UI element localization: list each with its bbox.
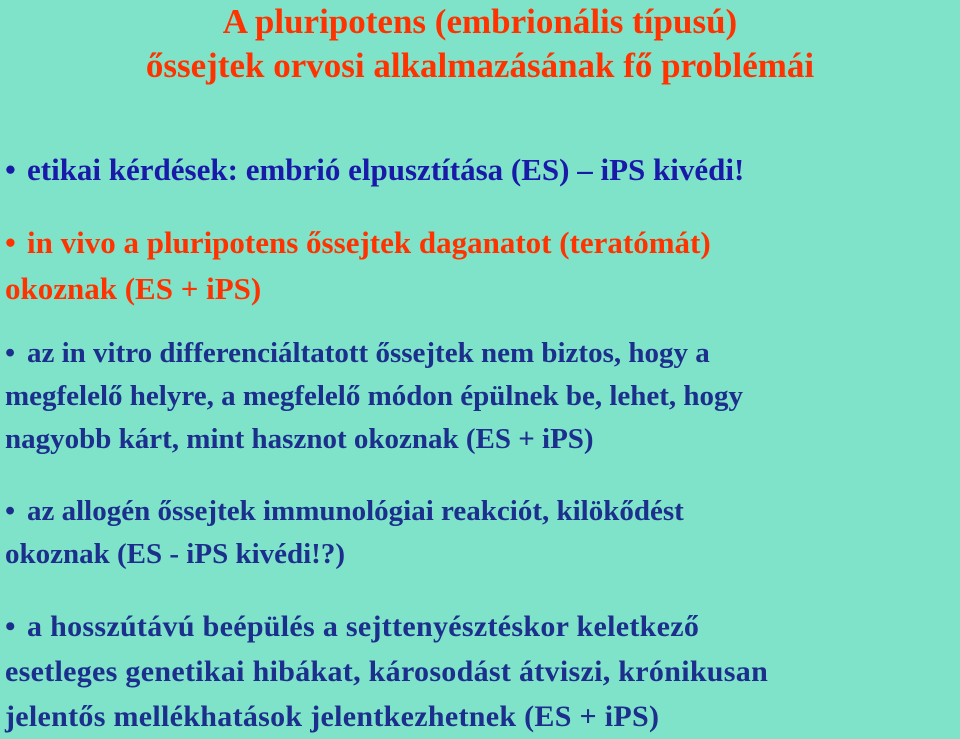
bullet-line: okoznak (ES - iPS kivédi!?) <box>5 538 345 570</box>
bullet-line: esetleges genetikai hibákat, károsodást átviszi, krónikusan <box>5 655 769 688</box>
bullet-integration <box>5 332 960 461</box>
bullet-text: az allogén őssejtek immunológiai reakciót, kilökődést <box>27 495 684 527</box>
slide-title <box>0 0 960 88</box>
bullet-dot-icon: • <box>5 610 16 643</box>
bullet-text: a hosszútávú beépülés a sejttenyésztéskor keletkező <box>27 610 700 643</box>
bullet-text: az in vitro differenciáltatott őssejtek nem biztos, hogy a <box>27 337 710 369</box>
bullet-line <box>5 604 960 649</box>
bullet-genetic-damage <box>5 604 960 739</box>
title-line-1: A pluripotens (embrionális típusú) <box>222 2 738 41</box>
bullet-line <box>5 490 960 533</box>
bullet-teratoma <box>5 220 960 312</box>
bullet-dot-icon: • <box>5 495 16 527</box>
bullet-dot-icon: • <box>5 337 16 369</box>
bullet-line: jelentős mellékhatások jelentkezhetnek (ES + iPS) <box>5 700 660 733</box>
bullet-line: okoznak (ES + iPS) <box>5 271 262 306</box>
bullet-line: megfelelő helyre, a megfelelő módon épülnek be, lehet, hogy <box>5 380 744 412</box>
bullet-text: etikai kérdések: embrió elpusztítása (ES) – iPS kivédi! <box>27 152 745 187</box>
bullet-rejection <box>5 490 960 576</box>
bullet-line <box>5 220 960 266</box>
bullet-ethics <box>5 150 960 190</box>
bullet-line: nagyobb kárt, mint hasznot okoznak (ES + iPS) <box>5 423 594 455</box>
bullet-dot-icon: • <box>5 152 16 187</box>
bullet-line <box>5 332 960 375</box>
title-line-2: őssejtek orvosi alkalmazásának fő problémái <box>145 46 815 85</box>
bullet-line <box>5 150 960 190</box>
bullet-dot-icon: • <box>5 225 16 260</box>
bullet-text: in vivo a pluripotens őssejtek daganatot (teratómát) <box>27 225 711 260</box>
